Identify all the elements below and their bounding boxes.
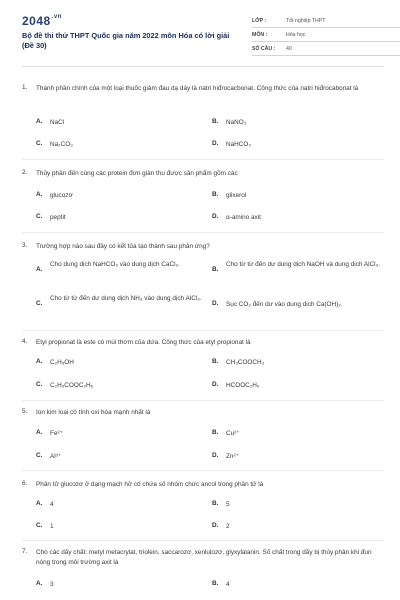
option-text: α-amino axit — [226, 214, 261, 221]
option-label: A. — [36, 358, 43, 365]
header-divider — [22, 66, 384, 67]
option-text: NaNO₃ — [226, 119, 247, 126]
option-label: D. — [212, 300, 219, 307]
page-header — [22, 12, 382, 56]
question-divider — [22, 470, 384, 471]
option-label: B. — [212, 358, 219, 365]
option-text: 3 — [50, 581, 54, 588]
option-text: HCOOC₂H₅ — [226, 382, 260, 389]
option-label: C. — [36, 452, 43, 459]
option-text: Na₂CO₃ — [50, 141, 73, 148]
meta-subject-value: Hóa học — [286, 32, 306, 38]
question-text: Ion kim loại có tính oxi hóa mạnh nhất là — [36, 409, 151, 416]
meta-info — [252, 16, 400, 58]
meta-class-key: LỚP : — [252, 18, 267, 24]
option-label: A. — [36, 500, 43, 507]
question-number: 3. — [22, 242, 28, 249]
meta-class-row — [252, 16, 400, 28]
question-number: 7. — [22, 548, 28, 555]
option-text: Cho dung dịch NaHCO₃ vào dung dịch CaCl₂. — [50, 261, 180, 268]
option-text: 1 — [50, 523, 54, 530]
question-divider — [22, 540, 384, 541]
option-label: C. — [36, 213, 43, 220]
option-text: peptit — [50, 214, 66, 221]
meta-subject-row — [252, 30, 400, 42]
option-label: B. — [212, 118, 219, 125]
option-text: 4 — [50, 501, 54, 508]
meta-count-value: 40 — [286, 46, 292, 52]
option-label: A. — [36, 118, 43, 125]
option-label: B. — [212, 580, 219, 587]
option-text: NaCl — [50, 119, 65, 126]
option-label: A. — [36, 191, 43, 198]
option-text: Sục CO₂ đến dư vào dung dịch Ca(OH)₂. — [226, 301, 343, 308]
option-label: D. — [212, 140, 219, 147]
meta-class-value: Tốt nghiệp THPT — [286, 18, 326, 24]
question-number: 6. — [22, 480, 28, 487]
option-label: B. — [212, 191, 219, 198]
option-label: D. — [212, 213, 219, 220]
question-text: Thủy phân đến cùng các protein đơn giản thu được sản phẩm gồm các — [36, 170, 238, 177]
option-label: C. — [36, 522, 43, 529]
option-text: Al³⁺ — [50, 453, 62, 460]
meta-count-row — [252, 44, 400, 56]
option-text: Cho từ từ đến dư dung dịch NH₃ vào dung dịch AlCl₃. — [50, 295, 202, 302]
option-label: C. — [36, 300, 43, 307]
logo-suffix: .vn — [51, 14, 62, 20]
option-label: A. — [36, 266, 43, 273]
option-text: glucozơ — [50, 192, 73, 199]
question-number: 5. — [22, 408, 28, 415]
option-text: Fe²⁺ — [50, 430, 63, 437]
option-text: 5 — [226, 501, 230, 508]
document-title: Bộ đề thi thử THPT Quốc gia năm 2022 môn Hóa có lời giải (Đề 30) — [22, 31, 230, 50]
option-text: CH₃COOCH₃ — [226, 359, 265, 366]
question-text: Trường hợp nào sau đây có kết tủa tạo thành sau phản ứng? — [36, 243, 210, 250]
meta-subject-key: MÔN : — [252, 32, 268, 38]
meta-count-key: SỐ CÂU : — [252, 46, 276, 52]
question-text: Etyl propionat là este có mùi thơm của dứa. Công thức của etyl propionat là — [36, 339, 251, 346]
option-text: 4 — [226, 581, 230, 588]
option-label: D. — [212, 452, 219, 459]
question-text: Thành phần chính của một loại thuốc giảm đau dạ dày là natri hiđrocacbonat. Công thức của natri hiđrocabonat là — [36, 85, 359, 92]
option-label: B. — [212, 266, 219, 273]
option-label: C. — [36, 381, 43, 388]
option-label: D. — [212, 522, 219, 529]
option-label: A. — [36, 429, 43, 436]
question-number: 4. — [22, 338, 28, 345]
option-text: NaHCO₃ — [226, 141, 251, 148]
question-divider — [22, 330, 384, 331]
question-divider — [22, 159, 384, 160]
logo-text: 2048 — [22, 14, 51, 28]
option-text: Zn²⁺ — [226, 453, 239, 460]
option-text: C₂H₅OH — [50, 359, 74, 366]
option-label: B. — [212, 500, 219, 507]
site-logo[interactable] — [22, 14, 62, 28]
option-text: 2 — [226, 523, 230, 530]
question-text: Cho các dãy chất: metyl metacrylat, triolein, saccarozơ, xenlulozơ, glyxylalanin. Số chất trong dãy bị thủy phân khi đun nóng trong môi trường axit là — [36, 549, 372, 566]
option-label: B. — [212, 429, 219, 436]
question-text: Phân tử glucozơ ở dạng mạch hở có chứa số nhóm chức ancol trong phân tử là — [36, 481, 264, 488]
option-label: D. — [212, 381, 219, 388]
option-label: C. — [36, 140, 43, 147]
option-text: Cu²⁺ — [226, 430, 240, 437]
question-divider — [22, 232, 384, 233]
option-text: C₂H₅COOC₂H₅ — [50, 382, 94, 389]
question-number: 1. — [22, 84, 28, 91]
option-label: A. — [36, 580, 43, 587]
option-text: glixerol — [226, 192, 247, 199]
option-text: Cho từ từ đến dư dung dịch NaOH và dung dịch AlCl₃. — [226, 261, 380, 268]
question-divider — [22, 400, 384, 401]
question-number: 2. — [22, 169, 28, 176]
